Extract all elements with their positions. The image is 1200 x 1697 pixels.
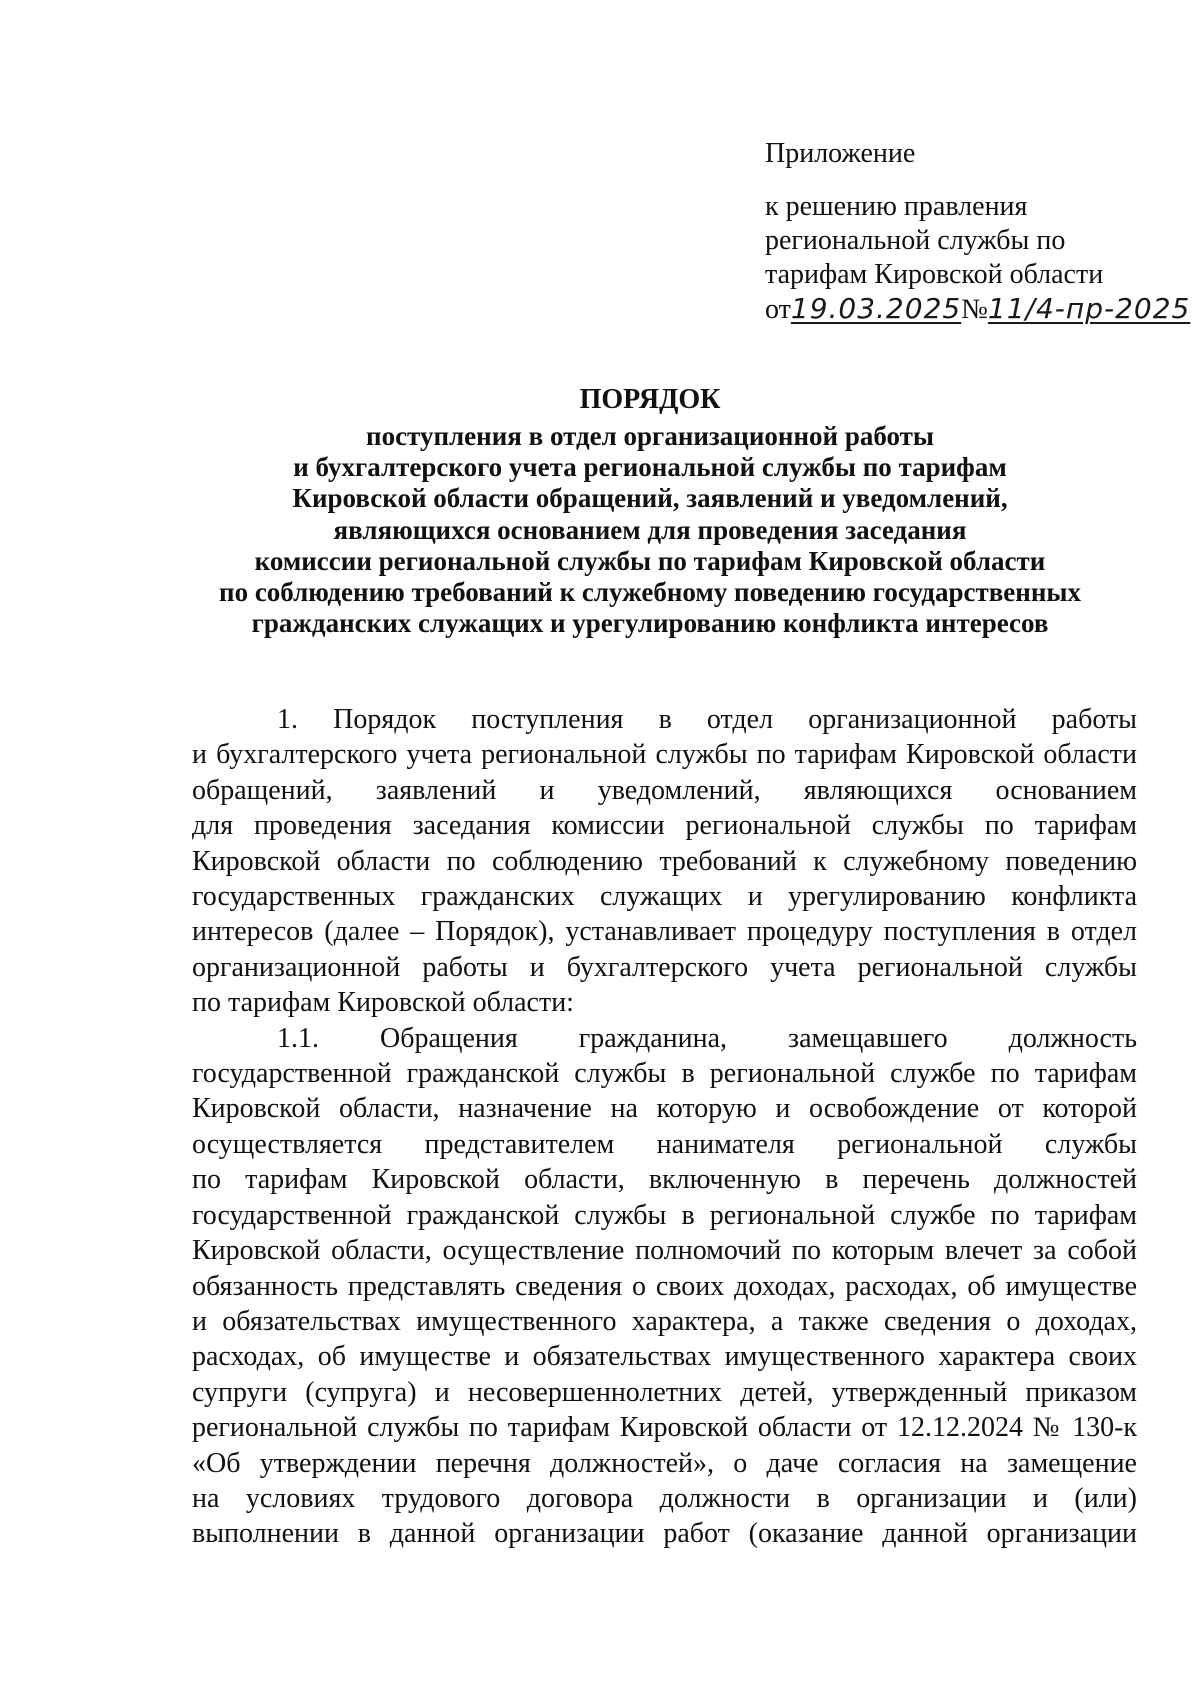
document-title xyxy=(190,383,1110,639)
text-line: Кировской области, осуществление полномочий по которым влечет за собой xyxy=(192,1235,1137,1267)
text-line: 1.1. Обращения гражданина, замещавшего должность xyxy=(277,1022,1137,1054)
handwritten-date: 19.03.2025 xyxy=(790,292,962,325)
text-line: выполнении в данной организации работ (оказание данной организации xyxy=(192,1518,1137,1550)
document-body xyxy=(192,702,1137,1552)
text-line: осуществляется представителем нанимателя региональной службы xyxy=(192,1128,1137,1160)
text-line: по тарифам Кировской области, включенную в перечень должностей xyxy=(192,1164,1137,1196)
title-line: Кировской области обращений, заявлений и уведомлений, xyxy=(292,483,1008,514)
text-line: 1. Порядок поступления в отдел организационной работы xyxy=(277,704,1137,735)
text-line: обращений, заявлений и уведомлений, являющихся основанием xyxy=(192,774,1137,806)
appendix-header xyxy=(765,137,1191,327)
date-prefix: от xyxy=(765,294,791,325)
appendix-line: региональной службы по xyxy=(765,225,1066,256)
text-line: для проведения заседания комиссии региональной службы по тарифам xyxy=(192,810,1137,842)
appendix-line: тарифам Кировской области xyxy=(765,259,1104,290)
text-line: супруги (супруга) и несовершеннолетних детей, утвержденный приказом xyxy=(192,1376,1137,1408)
text-line: Кировской области по соблюдению требований к служебному поведению xyxy=(192,845,1137,877)
text-line: государственной гражданской службы в региональной службе по тарифам xyxy=(192,1199,1137,1231)
title-main: ПОРЯДОК xyxy=(579,384,721,415)
text-line: государственных гражданских служащих и урегулированию конфликта xyxy=(192,881,1137,913)
title-line: являющихся основанием для проведения заседания xyxy=(333,514,967,545)
title-line: и бухгалтерского учета региональной службы по тарифам xyxy=(293,452,1007,483)
paragraph-1-1 xyxy=(192,1021,1137,1552)
text-line: на условиях трудового договора должности в организации и (или) xyxy=(192,1482,1137,1514)
text-line: региональной службы по тарифам Кировской области от 12.12.2024 № 130-к xyxy=(192,1412,1137,1444)
decision-date-number xyxy=(765,292,1191,327)
text-line: «Об утверждении перечня должностей», о даче согласия на замещение xyxy=(192,1447,1137,1479)
appendix-line: к решению правления xyxy=(765,191,1028,222)
title-line: по соблюдению требований к служебному поведению государственных xyxy=(219,577,1081,608)
text-line: интересов (далее – Порядок), устанавливает процедуру поступления в отдел xyxy=(192,916,1137,948)
text-line: по тарифам Кировской области: xyxy=(192,987,574,1019)
appendix-label: Приложение xyxy=(765,138,916,169)
paragraph-1 xyxy=(192,702,1137,1021)
title-line: поступления в отдел организационной работы xyxy=(366,421,934,451)
title-line: гражданских служащих и урегулированию конфликта интересов xyxy=(251,608,1049,639)
number-sign: № xyxy=(961,294,988,325)
text-line: и обязательствах имущественного характера, а также сведения о доходах, xyxy=(192,1305,1137,1337)
text-line: обязанность представлять сведения о своих доходах, расходах, об имуществе xyxy=(192,1270,1137,1302)
text-line: и бухгалтерского учета региональной службы по тарифам Кировской области xyxy=(192,739,1137,771)
text-line: расходах, об имуществе и обязательствах имущественного характера своих xyxy=(192,1341,1137,1373)
text-line: Кировской области, назначение на которую и освобождение от которой xyxy=(192,1093,1137,1125)
title-line: комиссии региональной службы по тарифам Кировской области xyxy=(254,545,1046,576)
text-line: государственной гражданской службы в региональной службе по тарифам xyxy=(192,1058,1137,1090)
handwritten-number: 11/4-пр-2025 xyxy=(987,292,1191,325)
text-line: организационной работы и бухгалтерского учета региональной службы xyxy=(192,951,1137,983)
